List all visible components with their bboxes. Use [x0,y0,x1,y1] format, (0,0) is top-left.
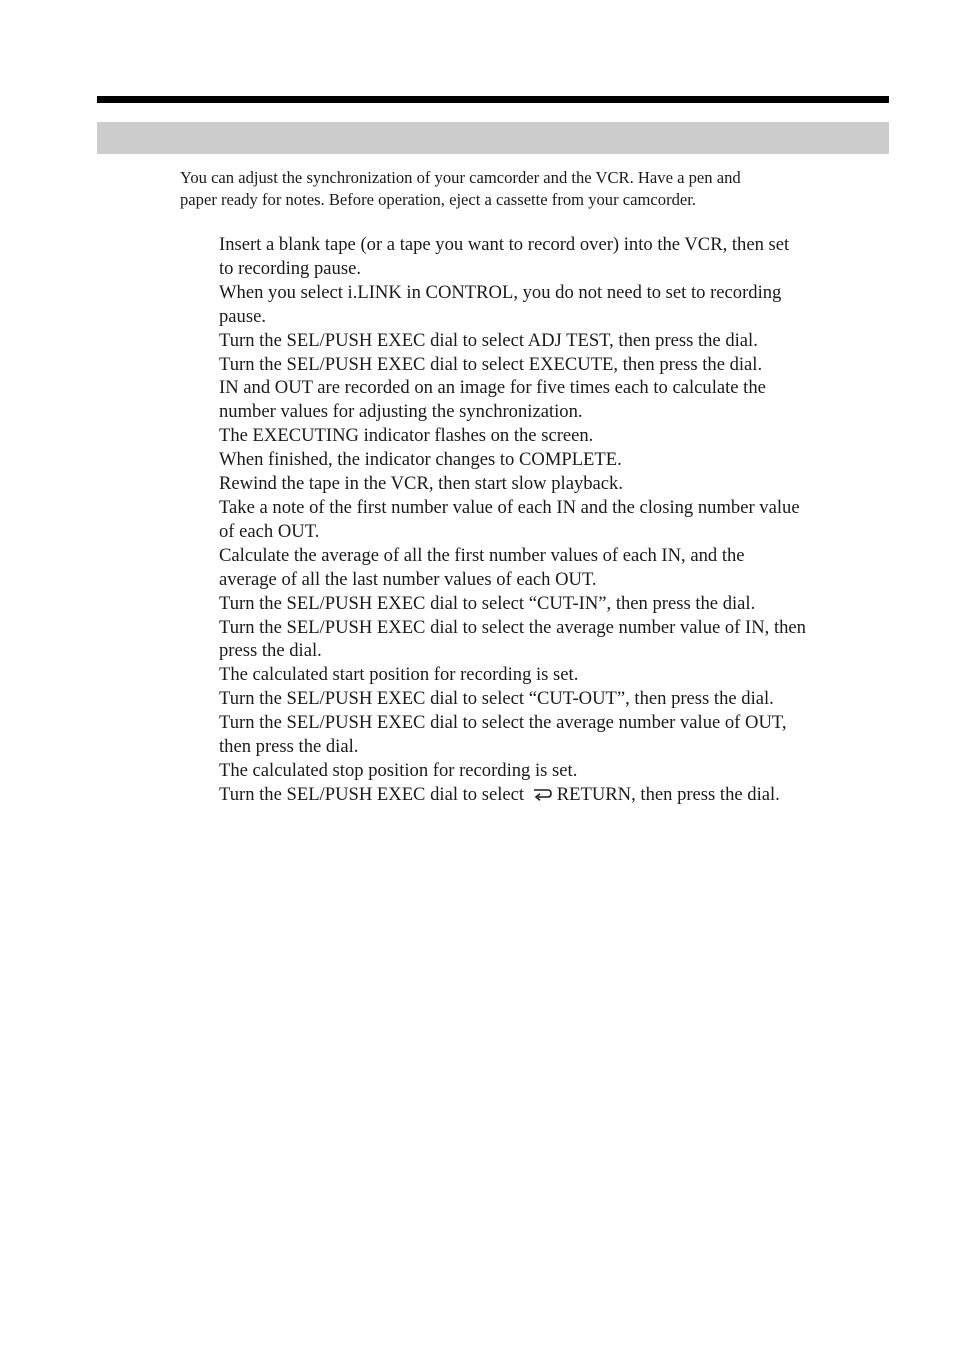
step-line: of each OUT. [219,520,320,542]
top-rule [97,96,889,103]
step-line: The calculated start position for recording is set. [219,664,579,686]
intro-paragraph [180,167,880,211]
step-line: press the dial. [219,640,322,662]
step-line: Rewind the tape in the VCR, then start slow playback. [219,473,623,495]
step-line: When finished, the indicator changes to COMPLETE. [219,449,622,471]
step-line: then press the dial. [219,736,359,758]
intro-line: You can adjust the synchronization of your camcorder and the VCR. Have a pen and [180,168,741,187]
procedure-steps [219,233,891,807]
step-line: The calculated stop position for recording is set. [219,759,578,781]
step-line: to recording pause. [219,257,361,279]
step-line: The EXECUTING indicator flashes on the screen. [219,425,594,447]
step-text-after-icon: RETURN, then press the dial. [556,783,780,805]
step-line: Take a note of the first number value of each IN and the closing number value [219,496,800,518]
step-line: average of all the last number values of each OUT. [219,568,597,590]
step-line: IN and OUT are recorded on an image for five times each to calculate the [219,377,766,399]
step-line: pause. [219,305,266,327]
step-line: Turn the SEL/PUSH EXEC dial to select “CUT-OUT”, then press the dial. [219,688,774,710]
step-line: Turn the SEL/PUSH EXEC dial to select ADJ TEST, then press the dial. [219,329,758,351]
intro-line: paper ready for notes. Before operation, eject a cassette from your camcorder. [180,190,697,209]
step-line: Turn the SEL/PUSH EXEC dial to select EXECUTE, then press the dial. [219,353,763,375]
step-line: Insert a blank tape (or a tape you want to record over) into the VCR, then set [219,234,790,255]
step-line: number values for adjusting the synchronization. [219,401,583,423]
step-line: Turn the SEL/PUSH EXEC dial to select the average number value of IN, then [219,616,806,638]
step-text-before-icon: Turn the SEL/PUSH EXEC dial to select [219,783,525,805]
section-header-band [97,122,889,154]
step-line: When you select i.LINK in CONTROL, you do not need to set to recording [219,281,782,303]
step-line: Turn the SEL/PUSH EXEC dial to select “CUT-IN”, then press the dial. [219,592,756,614]
step-line: Calculate the average of all the first number values of each IN, and the [219,544,745,566]
step-line: Turn the SEL/PUSH EXEC dial to select the average number value of OUT, [219,712,787,734]
step-line-return [219,783,891,807]
return-icon [531,787,553,801]
